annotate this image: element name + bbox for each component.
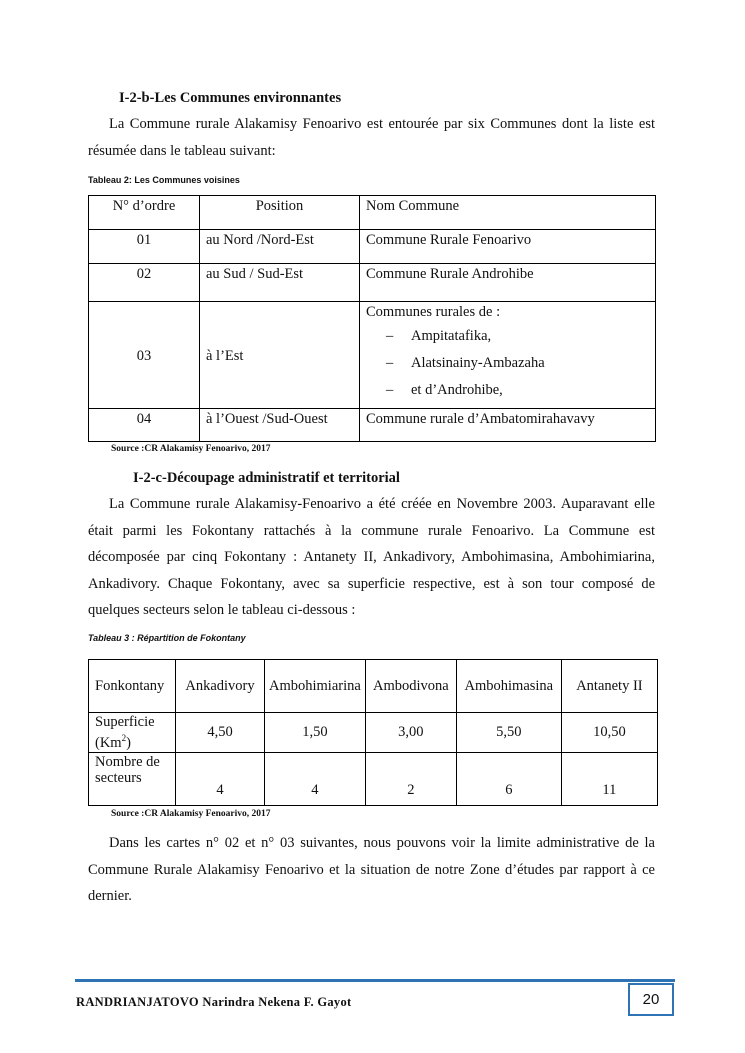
list-item: – et d’Androhibe, [386, 377, 649, 404]
table-cell: Commune Rurale Fenoarivo [360, 230, 656, 264]
table-communes-voisines [88, 195, 656, 442]
table-repartition-fokontany [88, 659, 658, 806]
table-row [89, 264, 656, 302]
table-cell: 11 [561, 753, 657, 806]
table-cell: 04 [89, 409, 200, 442]
superscript: 2 [121, 733, 127, 744]
paragraph-decoupage: La Commune rurale Alakamisy-Fenoarivo a été créée en Novembre 2003. Auparavant elle était parmi les Fokontany rattachés à la commune rurale Fenoarivo. La Commune est décomposée par cinq Fokontany : Antanety II, Ankadivory, Ambohimasina, Ambohimiarina, Ankadivory. Chaque Fokontany, avec sa superficie respective, est à son tour composé de quelques secteurs selon le tableau ci-dessous : [88, 496, 655, 618]
row-label-secteurs: Nombre de secteurs [89, 753, 176, 806]
communes-list [366, 323, 649, 404]
header-cell: Nom Commune [360, 196, 656, 230]
table3-source: Source :CR Alakamisy Fenoarivo, 2017 [111, 809, 271, 819]
table-cell: à l’Ouest /Sud-Ouest [200, 409, 360, 442]
table-cell: Commune Rurale Androhibe [360, 264, 656, 302]
header-cell: Ankadivory [176, 660, 265, 713]
table-cell: au Sud / Sud-Est [200, 264, 360, 302]
list-item: – Ampitatafika, [386, 323, 649, 350]
table-cell: 03 [89, 302, 200, 409]
header-cell: Position [200, 196, 360, 230]
superficie-close: ) [126, 734, 131, 751]
paragraph-closing: Dans les cartes n° 02 et n° 03 suivantes, nous pouvons voir la limite administrative de la Commune Rurale Alakamisy Fenoarivo et la situation de notre Zone d’études par rapport à ce dernier. [88, 835, 655, 904]
table-cell: au Nord /Nord-Est [200, 230, 360, 264]
table-cell: Commune rurale d’Ambatomirahavavy [360, 409, 656, 442]
table-row [89, 713, 658, 753]
header-cell: N° d’ordre [89, 196, 200, 230]
header-cell: Ambohimasina [456, 660, 561, 713]
section-heading-decoupage: I-2-c-Découpage administratif et territorial [133, 470, 400, 486]
table-cell-list [360, 302, 656, 409]
table-cell: 6 [456, 753, 561, 806]
table3-caption: Tableau 3 : Répartition de Fokontany [88, 633, 246, 643]
table-row [89, 302, 656, 409]
list-title: Communes rurales de : [366, 304, 501, 320]
table2-caption: Tableau 2: Les Communes voisines [88, 175, 240, 185]
header-cell: Antanety II [561, 660, 657, 713]
table2-source: Source :CR Alakamisy Fenoarivo, 2017 [111, 444, 271, 454]
table-cell: 5,50 [456, 713, 561, 753]
table-cell: 4,50 [176, 713, 265, 753]
table-cell: 02 [89, 264, 200, 302]
row-label-superficie [89, 713, 176, 753]
header-cell: Fonkontany [89, 660, 176, 713]
table-header-row [89, 660, 658, 713]
table-cell: 3,00 [365, 713, 456, 753]
header-cell: Ambohimiarina [265, 660, 366, 713]
table-cell: à l’Est [200, 302, 360, 409]
table-header-row [89, 196, 656, 230]
page-number: 20 [628, 983, 674, 1016]
table-row [89, 230, 656, 264]
footer-author: RANDRIANJATOVO Narindra Nekena F. Gayot [76, 995, 352, 1009]
list-item: – Alatsinainy-Ambazaha [386, 350, 649, 377]
table-cell: 10,50 [561, 713, 657, 753]
section-heading-communes-environnantes: I-2-b-Les Communes environnantes [119, 90, 342, 106]
paragraph-communes-intro: La Commune rurale Alakamisy Fenoarivo est entourée par six Communes dont la liste est résumée dans le tableau suivant: [88, 116, 655, 159]
table-cell: 01 [89, 230, 200, 264]
table-row [89, 409, 656, 442]
table-cell: 4 [176, 753, 265, 806]
table-row [89, 753, 658, 806]
table-cell: 1,50 [265, 713, 366, 753]
superficie-label: Superficie (Km [95, 714, 155, 751]
footer-rule [75, 979, 675, 982]
table-cell: 2 [365, 753, 456, 806]
header-cell: Ambodivona [365, 660, 456, 713]
table-cell: 4 [265, 753, 366, 806]
